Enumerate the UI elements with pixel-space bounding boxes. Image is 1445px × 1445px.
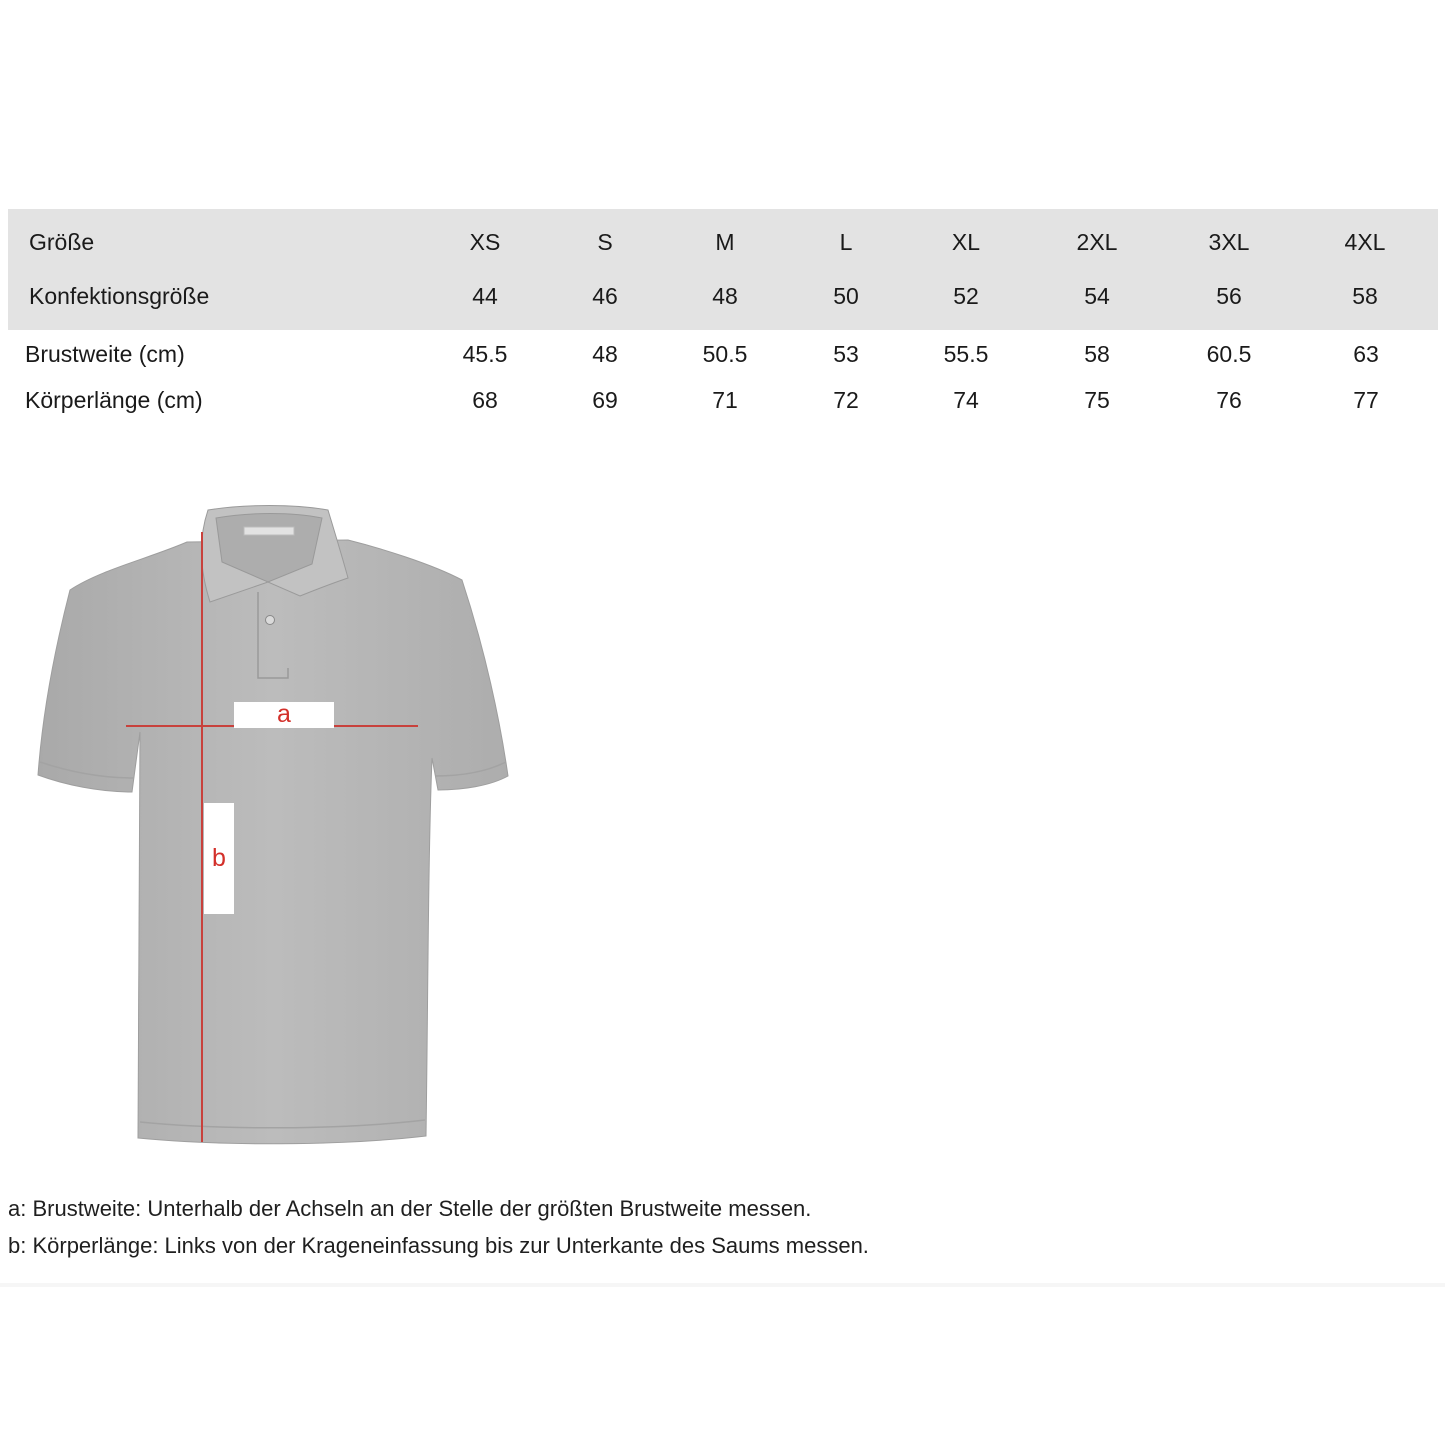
collar-label — [244, 527, 294, 535]
shirt-body — [38, 540, 508, 1144]
cell-value: 72 — [833, 387, 859, 413]
polo-shirt-diagram — [30, 500, 520, 1150]
cell-value: 50.5 — [702, 341, 748, 367]
cell-value: 45.5 — [462, 341, 508, 367]
table-row-koerperlaenge — [8, 380, 1438, 420]
marker-b: b — [204, 803, 234, 914]
cell-value: 74 — [953, 387, 979, 413]
cell-value: XS — [469, 229, 501, 255]
cell-value: 58 — [1084, 341, 1110, 367]
table-row-brustweite — [8, 334, 1438, 374]
cell-value: 60.5 — [1206, 341, 1252, 367]
size-table — [8, 209, 1438, 429]
marker-a: a — [234, 702, 334, 728]
cell-value: 52 — [953, 283, 979, 309]
cell-value: 77 — [1353, 387, 1379, 413]
cell-value: 50 — [833, 283, 859, 309]
row-label: Konfektionsgröße — [29, 283, 210, 309]
cell-value: 4XL — [1344, 229, 1386, 255]
cell-value: 76 — [1216, 387, 1242, 413]
cell-value: 56 — [1216, 283, 1242, 309]
cell-value: 55.5 — [943, 341, 989, 367]
cell-value: 46 — [592, 283, 618, 309]
row-label: Körperlänge (cm) — [25, 387, 203, 413]
cell-value: 48 — [712, 283, 738, 309]
note-a: a: Brustweite: Unterhalb der Achseln an der Stelle der größten Brustweite messen. — [8, 1196, 812, 1221]
cell-value: 53 — [833, 341, 859, 367]
cell-value: 68 — [472, 387, 498, 413]
row-label: Brustweite (cm) — [25, 341, 185, 367]
polo-shirt-illustration — [30, 500, 520, 1150]
cell-value: 69 — [592, 387, 618, 413]
cell-value: 2XL — [1076, 229, 1118, 255]
cell-value: 71 — [712, 387, 738, 413]
cell-value: 63 — [1353, 341, 1379, 367]
cell-value: XL — [951, 229, 981, 255]
cell-value: S — [597, 229, 613, 255]
table-row-groesse — [8, 222, 1438, 262]
cell-value: 75 — [1084, 387, 1110, 413]
row-label: Größe — [29, 229, 95, 255]
table-row-konfektionsgroesse — [8, 276, 1438, 316]
note-b: b: Körperlänge: Links von der Krageneinfassung bis zur Unterkante des Saums messen. — [8, 1233, 869, 1258]
page-bottom-divider — [0, 1283, 1445, 1287]
measurement-notes — [8, 1190, 1428, 1264]
cell-value: 58 — [1352, 283, 1378, 309]
shirt-button — [266, 616, 275, 625]
cell-value: L — [839, 229, 853, 255]
cell-value: 3XL — [1208, 229, 1250, 255]
cell-value: M — [715, 229, 735, 255]
cell-value: 48 — [592, 341, 618, 367]
cell-value: 44 — [472, 283, 498, 309]
cell-value: 54 — [1084, 283, 1110, 309]
